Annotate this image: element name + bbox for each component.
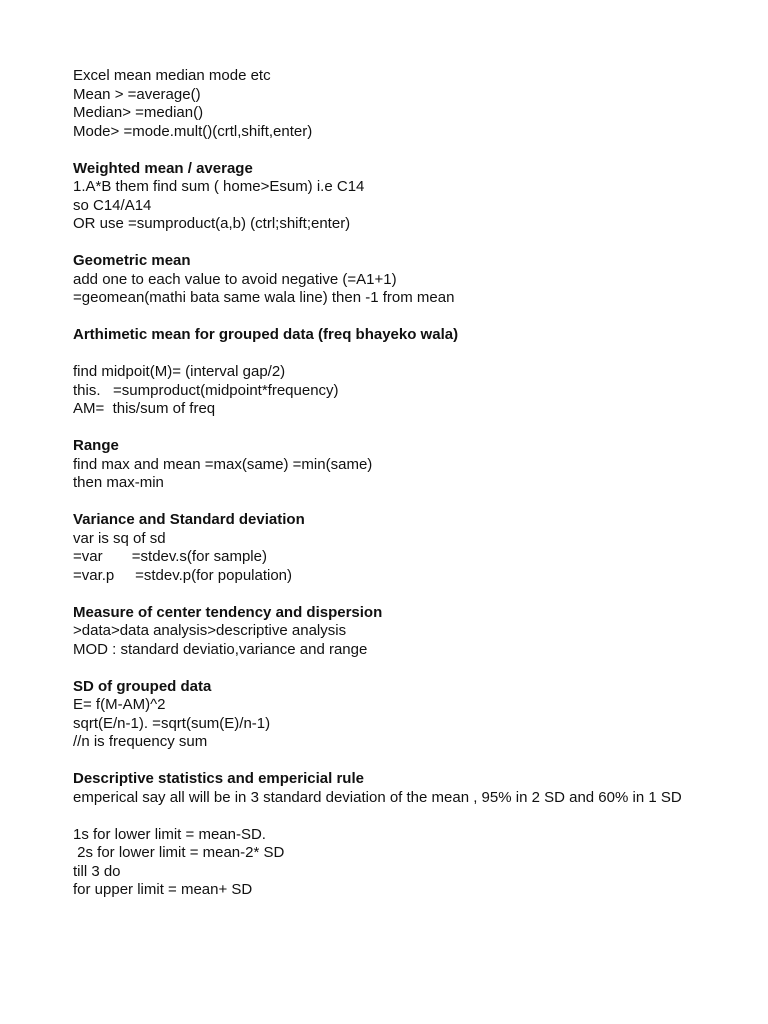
section-line: for upper limit = mean+ SD — [73, 881, 253, 898]
section-line: //n is frequency sum — [73, 733, 208, 750]
section-heading: Geometric mean — [73, 252, 191, 269]
section-line: find midpoit(M)= (interval gap/2) — [73, 363, 286, 380]
section-line: sqrt(E/n-1). =sqrt(sum(E)/n-1) — [73, 714, 271, 732]
center-dispersion-section — [73, 604, 708, 660]
section-line: E= f(M-AM)^2 — [73, 696, 166, 713]
section-heading: Arthimetic mean for grouped data (freq bhayeko wala) — [73, 326, 459, 343]
section-line: 2s for lower limit = mean-2* SD — [73, 844, 285, 861]
section-line: 1s for lower limit = mean-SD. — [73, 825, 266, 843]
arithmetic-grouped-section — [73, 326, 708, 419]
section-line: MOD : standard deviatio,variance and range — [73, 640, 368, 658]
sd-grouped-section — [73, 678, 708, 752]
section-heading: Descriptive statistics and empericial rule — [73, 770, 364, 787]
section-paragraph: emperical say all will be in 3 standard deviation of the mean , 95% in 2 SD and 60% in 1 SD — [73, 788, 682, 806]
section-heading: Weighted mean / average — [73, 159, 253, 177]
section-line: this. =sumproduct(midpoint*frequency) — [73, 381, 339, 399]
weighted-mean-section — [73, 160, 708, 234]
geometric-mean-section — [73, 252, 708, 308]
section-line: then max-min — [73, 474, 164, 491]
section-heading: Variance and Standard deviation — [73, 511, 305, 528]
section-heading: SD of grouped data — [73, 677, 212, 695]
intro-line: Mean > =average() — [73, 85, 201, 103]
section-line: so C14/A14 — [73, 196, 152, 214]
section-heading: Range — [73, 437, 119, 454]
section-line: 1.A*B them find sum ( home>Esum) i.e C14 — [73, 178, 365, 195]
section-line: >data>data analysis>descriptive analysis — [73, 622, 347, 639]
section-line: find max and mean =max(same) =min(same) — [73, 455, 373, 473]
section-line: =var.p =stdev.p(for population) — [73, 566, 293, 584]
section-line: =var =stdev.s(for sample) — [73, 548, 267, 565]
intro-line: Median> =median() — [73, 104, 204, 121]
intro-section — [73, 67, 708, 141]
intro-line: Excel mean median mode etc — [73, 67, 271, 84]
empirical-section — [73, 770, 708, 900]
section-line: =geomean(mathi bata same wala line) then -1 from mean — [73, 289, 455, 306]
intro-line: Mode> =mode.mult()(crtl,shift,enter) — [73, 122, 313, 140]
range-section — [73, 437, 708, 493]
section-line: till 3 do — [73, 862, 121, 880]
section-line: add one to each value to avoid negative (=A1+1) — [73, 270, 397, 288]
section-heading: Measure of center tendency and dispersion — [73, 603, 383, 621]
section-line: var is sq of sd — [73, 529, 166, 547]
section-line: AM= this/sum of freq — [73, 400, 216, 417]
variance-sd-section — [73, 511, 708, 585]
section-line: OR use =sumproduct(a,b) (ctrl;shift;enter) — [73, 215, 351, 232]
